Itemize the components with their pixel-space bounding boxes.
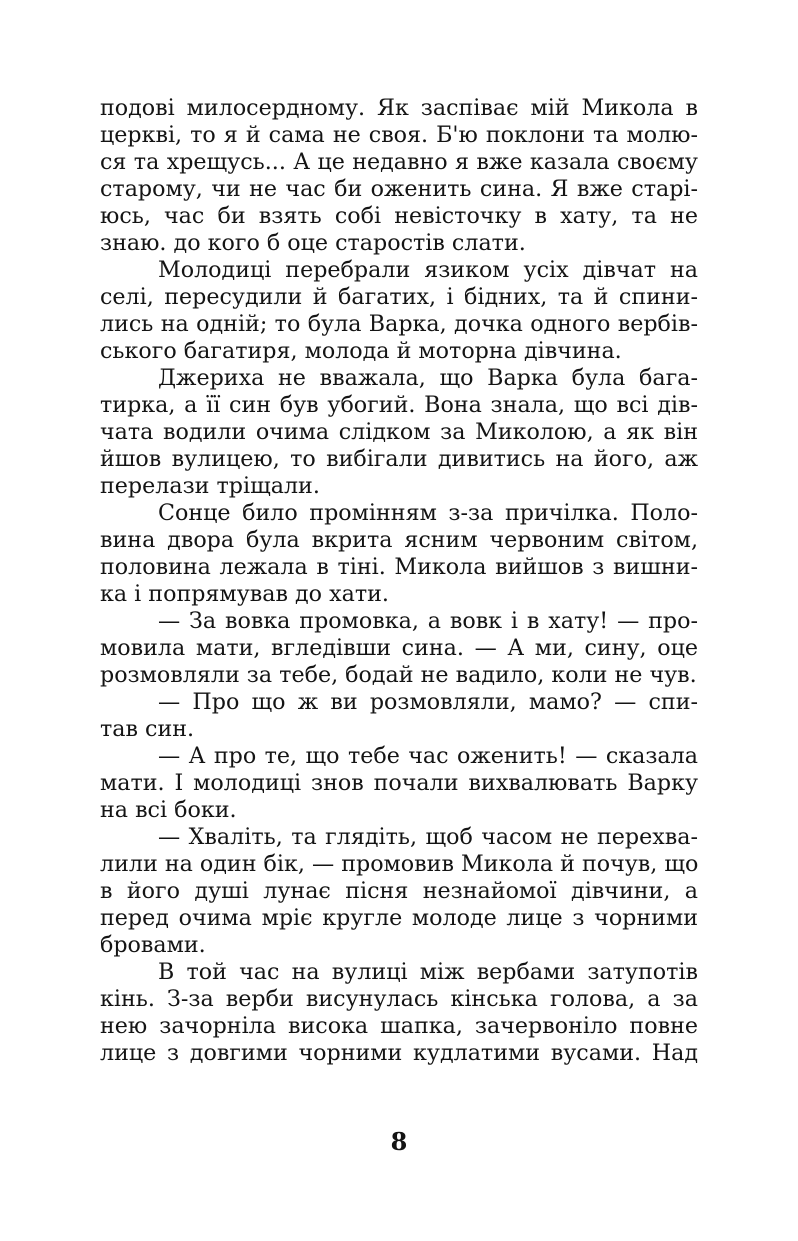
text-line: — Про що ж ви розмовляли, мамо? — спи- <box>158 689 698 715</box>
paragraph <box>100 689 698 743</box>
text-line: перед очима мріє кругле молоде лице з чорними <box>100 905 698 931</box>
text-line: — Хваліть, та глядіть, щоб часом не перехва- <box>158 824 698 850</box>
body-text <box>100 95 698 1067</box>
paragraph <box>100 824 698 959</box>
text-line: селі, пересудили й багатих, і бідних, та й спини- <box>100 284 698 310</box>
text-line: — А про те, що тебе час оженить! — сказала <box>158 743 698 769</box>
text-line: Молодиці перебрали язиком усіх дівчат на <box>158 257 698 283</box>
text-line: ся та хрещусь... А це недавно я вже казала своєму <box>100 149 698 175</box>
text-line: бровами. <box>100 932 206 958</box>
paragraph <box>100 257 698 365</box>
paragraph <box>100 959 698 1067</box>
text-line: Сонце било промінням з-за причілка. Поло- <box>158 500 698 526</box>
text-line: мовила мати, вгледівши сина. — А ми, сину, оце <box>100 635 698 661</box>
text-line: лице з довгими чорними кудлатими вусами. Над <box>100 1040 698 1066</box>
text-line: знаю. до кого б оце старостів слати. <box>100 230 526 256</box>
text-line: В той час на вулиці між вербами затупотів <box>158 959 698 985</box>
paragraph <box>100 95 698 257</box>
text-line: подові милосердному. Як заспіває мій Микола в <box>100 95 698 121</box>
text-line: кінь. З-за верби висунулась кінська голова, а за <box>100 986 698 1012</box>
text-line: юсь, час би взять собі невісточку в хату, та не <box>100 203 698 229</box>
text-line: тав син. <box>100 716 195 742</box>
text-line: ка і попрямував до хати. <box>100 581 389 607</box>
text-line: церкві, то я й сама не своя. Б'ю поклони та молю- <box>100 122 698 148</box>
text-line: половина лежала в тіні. Микола вийшов з вишни- <box>100 554 698 580</box>
text-line: мати. І молодиці знов почали вихвалювать Варку <box>100 770 698 796</box>
text-line: в його душі лунає пісня незнайомої дівчини, а <box>100 878 698 904</box>
paragraph <box>100 365 698 500</box>
text-line: старому, чи не час би оженить сина. Я вже старі- <box>100 176 698 202</box>
text-line: ського багатиря, молода й моторна дівчина. <box>100 338 622 364</box>
text-line: вина двора була вкрита ясним червоним світом, <box>100 527 698 553</box>
paragraph <box>100 500 698 608</box>
text-line: нею зачорніла висока шапка, зачервоніло повне <box>100 1013 698 1039</box>
paragraph <box>100 743 698 824</box>
text-line: на всі боки. <box>100 797 237 823</box>
text-line: Джериха не вважала, що Варка була бага- <box>158 365 698 391</box>
text-line: тирка, а її син був убогий. Вона знала, що всі дів- <box>100 392 698 418</box>
text-line: лись на одній; то була Варка, дочка одного вербів- <box>100 311 698 337</box>
text-line: йшов вулицею, то вибігали дивитись на його, аж <box>100 446 698 472</box>
text-line: розмовляли за тебе, бодай не вадило, коли не чув. <box>100 662 697 688</box>
text-line: лили на один бік, — промовив Микола й почув, що <box>100 851 699 877</box>
page-number: 8 <box>390 1127 408 1156</box>
text-line: — За вовка промовка, а вовк і в хату! — про- <box>158 608 698 634</box>
text-line: перелази тріщали. <box>100 473 320 499</box>
paragraph <box>100 608 698 689</box>
text-line: чата водили очима слідком за Миколою, а як він <box>100 419 698 445</box>
